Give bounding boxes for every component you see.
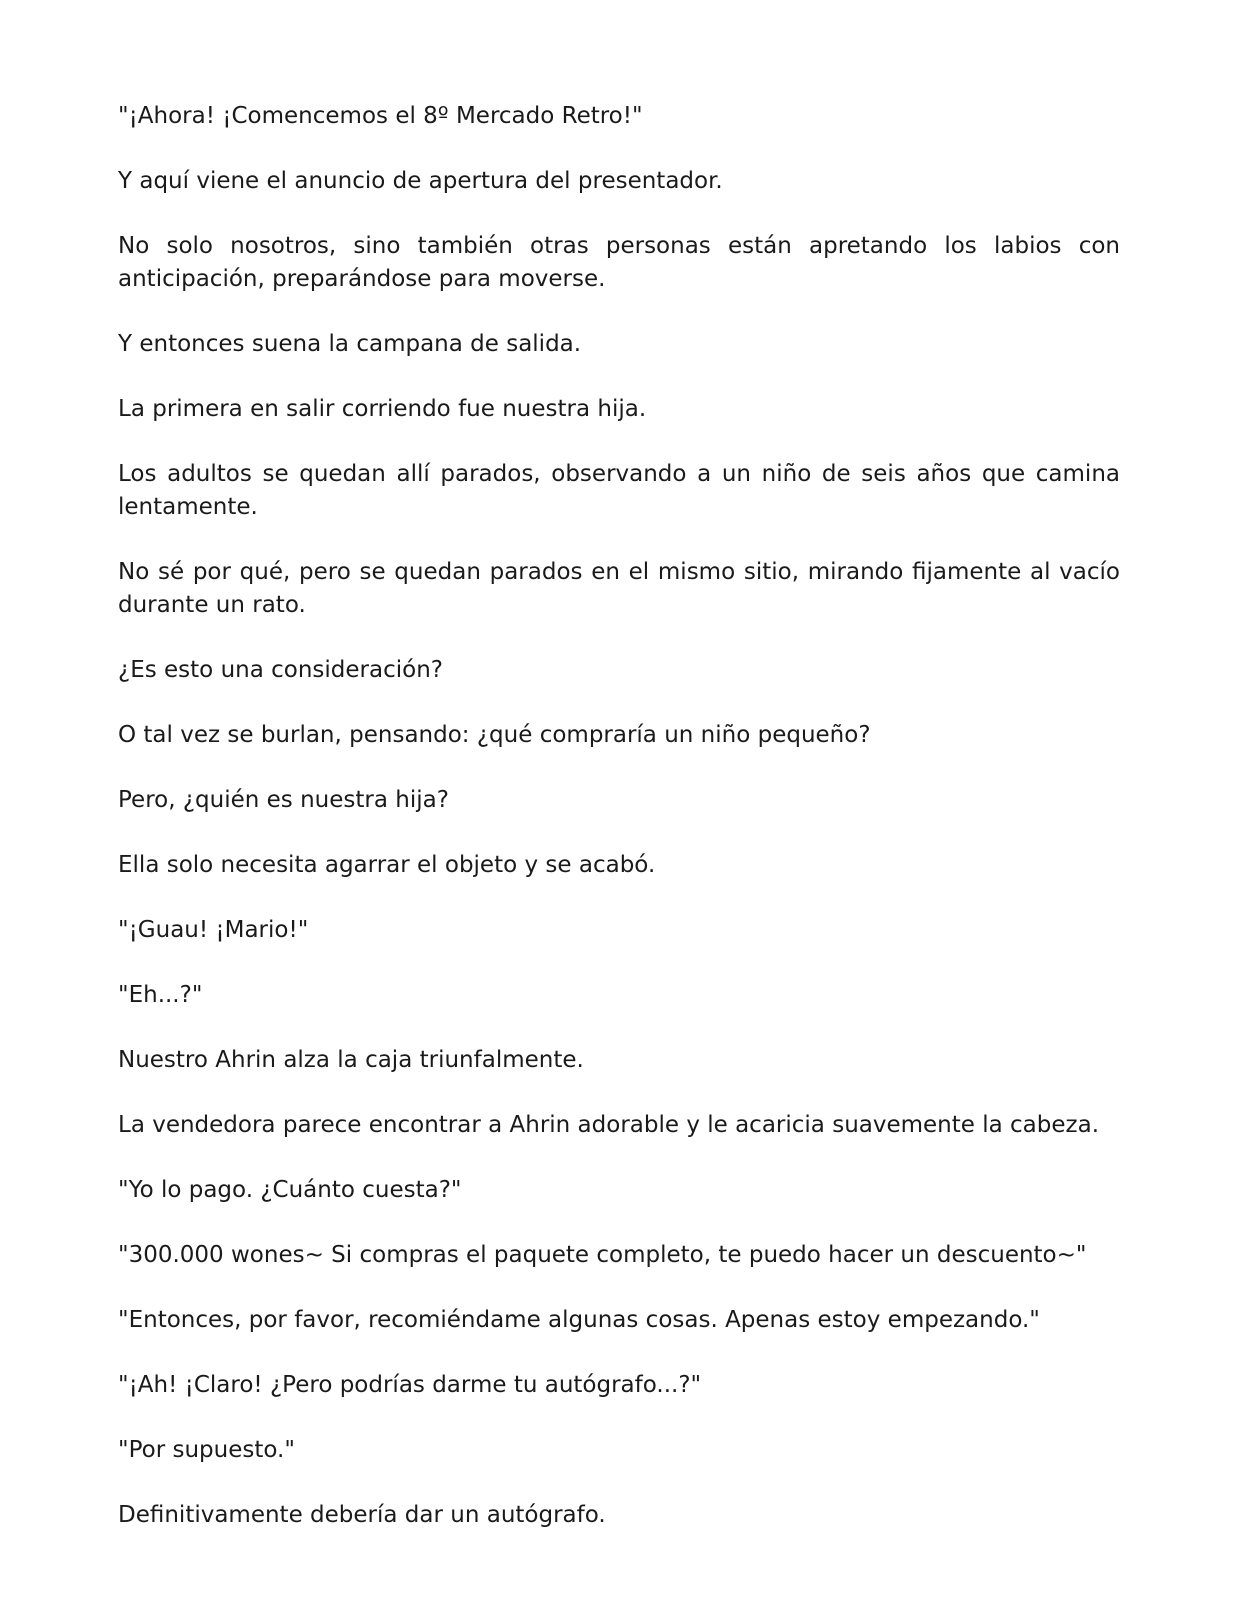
paragraph: "Por supuesto." bbox=[118, 1437, 295, 1463]
paragraph: La primera en salir corriendo fue nuestra hija. bbox=[118, 396, 647, 422]
paragraph: La vendedora parece encontrar a Ahrin adorable y le acaricia suavemente la cabeza. bbox=[118, 1112, 1100, 1138]
paragraph: "¡Ahora! ¡Comencemos el 8º Mercado Retro!" bbox=[118, 103, 643, 129]
paragraph: Ella solo necesita agarrar el objeto y se acabó. bbox=[118, 852, 656, 878]
paragraph: "¡Guau! ¡Mario!" bbox=[118, 917, 309, 943]
paragraph: No sé por qué, pero se quedan parados en el mismo sitio, mirando fijamente al vacío durante un rato. bbox=[118, 559, 1120, 618]
paragraph: Pero, ¿quién es nuestra hija? bbox=[118, 787, 449, 813]
paragraph: "Eh...?" bbox=[118, 982, 203, 1008]
paragraph: Y entonces suena la campana de salida. bbox=[118, 331, 582, 357]
paragraph: "300.000 wones~ Si compras el paquete completo, te puedo hacer un descuento~" bbox=[118, 1242, 1087, 1268]
paragraph: Definitivamente debería dar un autógrafo. bbox=[118, 1502, 606, 1528]
paragraph: ¿Es esto una consideración? bbox=[118, 657, 443, 683]
paragraph: Y aquí viene el anuncio de apertura del presentador. bbox=[118, 168, 723, 194]
document-page bbox=[118, 100, 1120, 1564]
paragraph: Los adultos se quedan allí parados, observando a un niño de seis años que camina lentamente. bbox=[118, 461, 1120, 520]
paragraph: "¡Ah! ¡Claro! ¿Pero podrías darme tu autógrafo...?" bbox=[118, 1372, 702, 1398]
paragraph: O tal vez se burlan, pensando: ¿qué compraría un niño pequeño? bbox=[118, 722, 871, 748]
paragraph: Nuestro Ahrin alza la caja triunfalmente. bbox=[118, 1047, 584, 1073]
paragraph: "Entonces, por favor, recomiéndame algunas cosas. Apenas estoy empezando." bbox=[118, 1307, 1040, 1333]
paragraph: "Yo lo pago. ¿Cuánto cuesta?" bbox=[118, 1177, 462, 1203]
paragraph: No solo nosotros, sino también otras personas están apretando los labios con anticipación, preparándose para moverse. bbox=[118, 233, 1120, 292]
